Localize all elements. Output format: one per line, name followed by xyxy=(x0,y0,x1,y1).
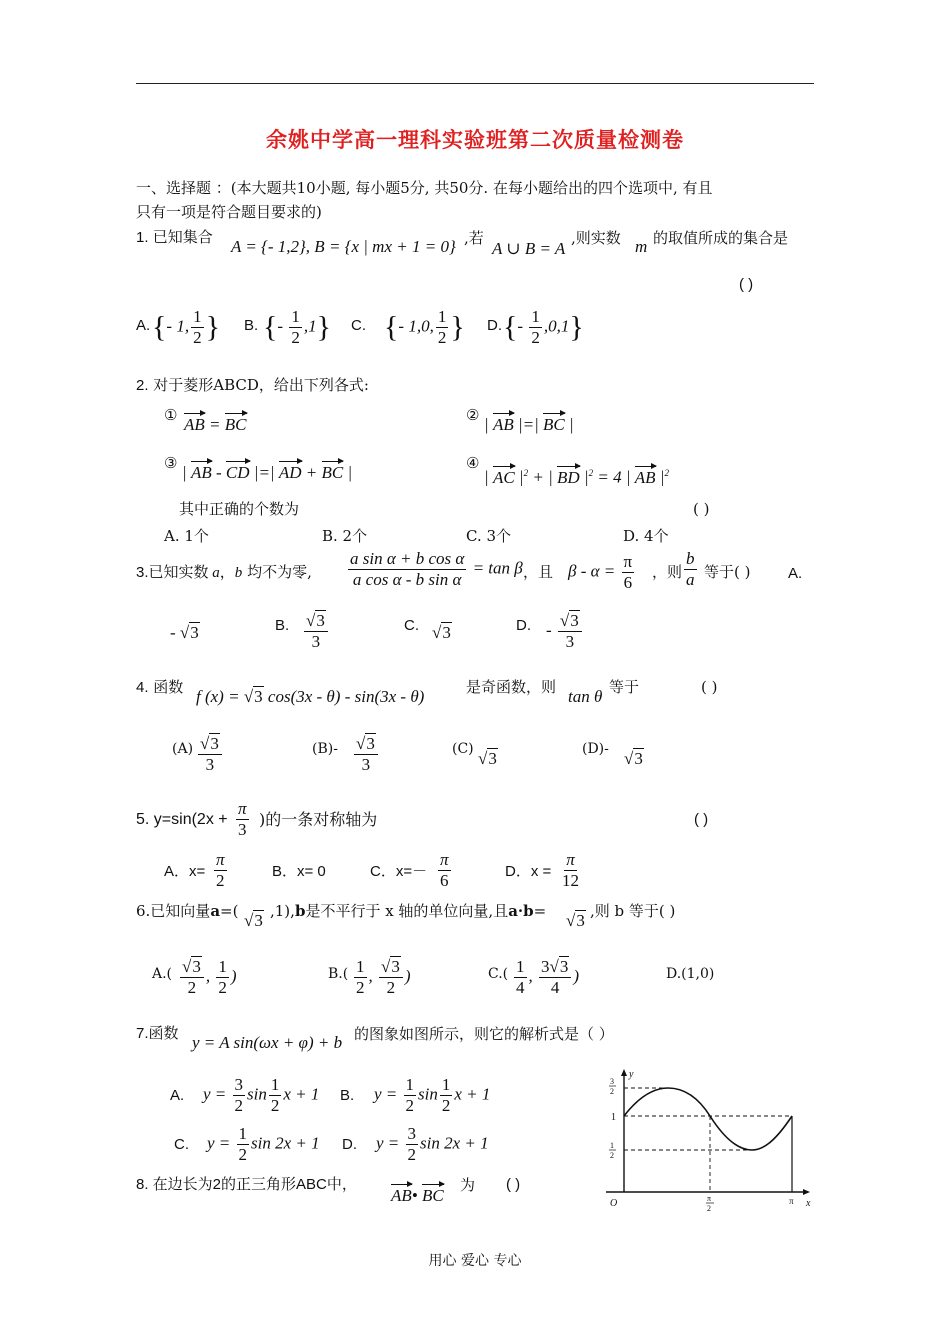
q7-option-d: y = $\frac{3}{2}$ sin 2x + 1 xyxy=(376,1124,489,1164)
q3-option-a-label: A. xyxy=(788,565,803,582)
q5-option-c-label: C．x=－ xyxy=(370,863,428,880)
graph-ytick-1: 1 xyxy=(611,1112,616,1123)
q2-item-4-marker: ④ xyxy=(466,454,480,472)
q4-option-b-label: (B)- xyxy=(312,741,338,757)
q4-text-equals: 等于 xyxy=(609,678,640,696)
q8-answer-paren: ( ) xyxy=(506,1176,521,1193)
q7-option-a-label: A. xyxy=(170,1087,185,1104)
q5-option-b: B．x= 0 xyxy=(272,863,326,880)
q1-option-d-label: D. xyxy=(487,317,502,334)
graph-origin: O xyxy=(610,1198,618,1209)
q7-function: y = A sin(ωx + φ) + b xyxy=(192,1033,343,1052)
q1-option-c: {- 1,0, $\frac{1}{2}$ } xyxy=(384,307,465,347)
q1-option-c-label: C. xyxy=(351,317,366,334)
q3-condition: β - α = $\frac{\pi}{6}$ xyxy=(568,552,633,592)
q3-option-d: - $\frac{√3}{3}$ xyxy=(546,612,584,651)
q2-item-4: | AC $|^2$ + | BD $|^2 = 4$ | AB $|^2$ xyxy=(484,467,669,487)
q5-pi-over-3: $\frac{\pi}{3}$ xyxy=(238,799,247,839)
q6-option-b: $\frac{1}{2}$ , $\frac{√3}{2}$ ) xyxy=(356,957,411,997)
q2-option-c: C. 3个 xyxy=(466,527,512,545)
graph-ytick-1-2-den: 2 xyxy=(610,1151,614,1160)
q2-item-2: | AB |=| BC | xyxy=(484,415,574,434)
q3-text-equals: 等于( ) xyxy=(704,563,751,581)
q8-text-is: 为 xyxy=(460,1176,476,1194)
q6-option-a-label: A.( xyxy=(152,966,173,982)
q6-sqrt3-a: √3 xyxy=(244,911,263,930)
q2-option-d: D. 4个 xyxy=(623,527,669,545)
q1-var-m: m xyxy=(635,237,648,256)
q3-ratio: $\frac{b}{a}$ xyxy=(686,549,695,589)
graph-x-label: x xyxy=(806,1198,811,1209)
q5-option-a-label: A．x= xyxy=(164,863,206,880)
q2-option-b: B. 2个 xyxy=(322,527,368,545)
q6-option-a: $\frac{√3}{2}$ , $\frac{1}{2}$ ) xyxy=(182,957,237,997)
q2-item-2-marker: ② xyxy=(466,406,480,424)
graph-ytick-3-2-num: 3 xyxy=(610,1077,614,1086)
graph-xtick-pi2-num: π xyxy=(707,1194,712,1203)
x-axis-arrow xyxy=(803,1189,810,1195)
q2-item-1-marker: ① xyxy=(164,406,178,424)
graph-y-label: y xyxy=(629,1069,634,1080)
q3-stem: 3.已知实数 a，b 均不为零, xyxy=(136,563,312,581)
q7-stem-b: 的图象如图所示，则它的解析式是（ ） xyxy=(354,1025,614,1043)
q6-stem-2: ,1),b是不平行于 x 轴的单位向量,且a·b= xyxy=(270,902,547,920)
q1-text-if: ,若 xyxy=(464,229,484,247)
q2-item-1: AB = BC xyxy=(184,415,247,434)
q1-option-a: {- 1, $\frac{1}{2}$ } xyxy=(152,307,220,347)
q5-stem-b: )的一条对称轴为 xyxy=(259,810,378,829)
q6-stem-3: ,则 b 等于( ) xyxy=(590,902,676,920)
q1-answer-paren: ( ) xyxy=(739,276,754,293)
q2-item-3: | AB - CD |=| AD + BC | xyxy=(182,463,353,482)
graph-xtick-pi2-den: 2 xyxy=(707,1204,711,1213)
header-rule xyxy=(136,83,814,84)
q5-stem-a: 5. y=sin(2x + xyxy=(136,811,228,828)
y-axis-arrow xyxy=(621,1069,627,1076)
q4-answer-paren: ( ) xyxy=(701,678,718,696)
q5-option-d: $\frac{\pi}{12}$ xyxy=(562,850,579,890)
q3-option-b: $\frac{√3}{3}$ xyxy=(302,612,330,651)
q7-option-b-label: B. xyxy=(340,1087,355,1104)
q4-text-odd: 是奇函数，则 xyxy=(466,678,557,696)
q1-sets: A = {- 1,2}, B = {x | mx + 1 = 0} xyxy=(231,237,456,256)
page-title: 余姚中学高一理科实验班第二次质量检测卷 xyxy=(266,128,684,152)
q3-option-c: √3 xyxy=(432,623,451,642)
q4-option-c-label: (C) xyxy=(452,741,474,757)
q1-text-real: ,则实数 xyxy=(571,229,621,247)
q3-option-b-label: B. xyxy=(275,617,290,634)
q3-text-and: ，且 xyxy=(523,563,554,581)
q3-text-then: ，则 xyxy=(652,563,683,581)
q8-stem: 8. 在边长为2的正三角形ABC中， xyxy=(136,1176,357,1193)
q1-union: A ∪ B = A xyxy=(492,239,566,258)
q4-function: f (x) = √3 cos(3x - θ) - sin(3x - θ) xyxy=(196,687,425,706)
q7-option-a: y = $\frac{3}{2}$ sin $\frac{1}{2}$ x + 1 xyxy=(203,1075,320,1115)
section-heading-cont: 只有一项是符合题目要求的) xyxy=(136,203,322,221)
q6-option-c: $\frac{1}{4}$ , $\frac{3√3}{4}$ ) xyxy=(516,957,580,997)
q7-graph xyxy=(596,1066,826,1216)
q1-option-b: {- $\frac{1}{2}$ ,1} xyxy=(263,307,331,347)
q7-option-d-label: D. xyxy=(342,1136,357,1153)
q4-option-a: $\frac{√3}{3}$ xyxy=(196,735,224,774)
q3-option-a: - √3 xyxy=(170,623,199,642)
q7-option-c-label: C. xyxy=(174,1136,189,1153)
sine-curve xyxy=(624,1088,792,1150)
q2-option-a: A. 1个 xyxy=(164,527,209,545)
q6-option-c-label: C.( xyxy=(488,966,509,982)
q4-tan-theta: tan θ xyxy=(568,687,603,706)
q5-option-a: $\frac{\pi}{2}$ xyxy=(216,850,225,890)
q1-text-tail: 的取值所成的集合是 xyxy=(653,229,789,247)
q4-option-c: √3 xyxy=(478,749,497,768)
q4-option-d-label: (D)- xyxy=(582,741,609,757)
q2-summary: 其中正确的个数为 xyxy=(179,500,300,518)
q6-sqrt3-b: √3 xyxy=(566,911,585,930)
q7-option-b: y = $\frac{1}{2}$ sin $\frac{1}{2}$ x + 1 xyxy=(374,1075,491,1115)
q4-stem: 4. 函数 xyxy=(136,678,184,696)
graph-ytick-3-2-den: 2 xyxy=(610,1087,614,1096)
q6-stem: 6.已知向量a=( xyxy=(136,902,239,920)
q6-option-d: D.(1,0) xyxy=(666,966,715,982)
q1-option-b-label: B. xyxy=(244,317,259,334)
q3-equation: $\frac{\text{a sin α + b cos α}}{\text{a cos α - b sin α}}$ = tan β xyxy=(350,549,523,589)
q2-answer-paren: ( ) xyxy=(693,500,710,518)
q5-option-c: $\frac{\pi}{6}$ xyxy=(440,850,449,890)
q6-option-b-label: B.( xyxy=(328,966,349,982)
q4-option-b: $\frac{√3}{3}$ xyxy=(352,735,380,774)
q5-answer-paren: ( ) xyxy=(694,811,709,828)
page-footer: 用心 爱心 专心 xyxy=(428,1253,522,1269)
q8-dot-product: AB• BC xyxy=(391,1186,444,1205)
q4-option-a-label: (A) xyxy=(172,741,194,757)
q2-stem: 2. 对于菱形ABCD，给出下列各式: xyxy=(136,376,369,394)
q2-item-3-marker: ③ xyxy=(164,454,178,472)
q7-stem-a: 7.函数 xyxy=(136,1025,179,1042)
q1-stem: 1. 已知集合 xyxy=(136,229,213,246)
q5-option-d-label: D．x = xyxy=(505,863,552,880)
q4-option-d: √3 xyxy=(624,749,643,768)
q1-option-d: {- $\frac{1}{2}$ ,0,1} xyxy=(503,307,584,347)
q3-option-c-label: C. xyxy=(404,617,419,634)
q7-option-c: y = $\frac{1}{2}$ sin 2x + 1 xyxy=(207,1124,320,1164)
graph-ytick-1-2-num: 1 xyxy=(610,1141,614,1150)
q3-option-d-label: D. xyxy=(516,617,531,634)
q1-option-a-label: A. xyxy=(136,317,151,334)
section-heading: 一、选择题 ：(本大题共10小题, 每小题5分, 共50分. 在每小题给出的四个选项中, 有且 xyxy=(136,179,713,197)
graph-xtick-pi: π xyxy=(789,1196,794,1206)
